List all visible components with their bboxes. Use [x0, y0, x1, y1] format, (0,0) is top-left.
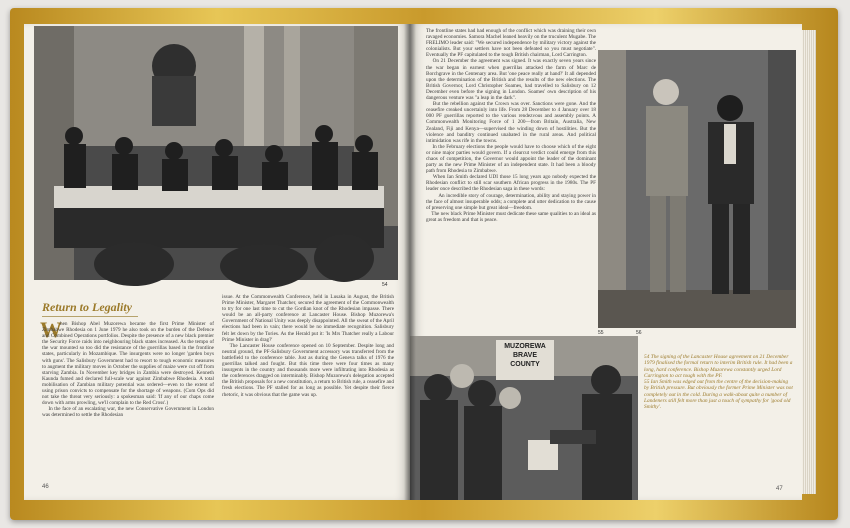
placard — [496, 342, 554, 369]
book-spine — [404, 24, 416, 500]
left-page — [24, 24, 410, 500]
body-text-main: The frontline states had had enough of the conflict which was draining their own ravaged economies. Samora Machel leaned heavily on the truculent Mugabe. The FRELIMO leader said: "We secured independence by military victory against the colonialists. But your settlers have not been defeated so you must negotiate". Eventually the PF capitulated to the tough British chairman, Lord Carrington. On 21 December the agreement was signed. It was exactly seven years since the war began in earnest when guerrillas attacked the farm of Marc de Borchgrave in the Centenary area. But 'one peace really at hand?' It all depended upon the determination of the British and the results of the new elections. The British Governor, Lord Christopher Soames, had travelled to Salisbury on 12 December even before the signing in London. Soames' own description of his dangerous venture was "a leap in the dark". But the rebellion against the Crown was over. Sanctions were gone. And the ceasefire creaked uncertainly into life. From 28 December to 4 January over 18 000 PF guerrillas reported to the various rendezvous and assembly points. A Commonwealth Monitoring Force of 1 200—from Britain, Australia, New Zealand, Fiji and Kenya—supervised the winding down of hostilities. But the violence and banditry continued unabated in the rural areas. And political intimidation was rife in the towns. In the February elections the people would have to choose which of the eight or nine major parties would govern. If a clearcut verdict could emerge from this chaos of competition, the Governor would appoint the leader of the dominant party as the new Prime Minister of an independent state. It had been a bloody path from Rhodesia to Zimbabwe. When Ian Smith declared UDI those 15 long years ago nobody expected the Rhodesian conflict to still scar southern African progress in the 1980s. The PF leader once described the Rhodesian saga in these words: An incredible story of courage, determination, ability and staying power in the face of almost insuperable odds; a complete and utter dedication to the cause of preserving one simple but great ideal—freedom. The new black Prime Minister must dedicate these same qualities to an ideal as great as freedom and that is peace. — [426, 28, 597, 223]
drop-cap: W — [40, 317, 62, 342]
page-edges — [802, 30, 816, 494]
right-page — [410, 24, 802, 500]
portrait-photo-illustration — [598, 50, 796, 328]
photo-number: 54 — [382, 282, 388, 288]
section-heading: Return to Legality — [42, 300, 132, 314]
placard-line: COUNTY — [510, 361, 540, 368]
placard-line: MUZOREWA — [504, 343, 546, 350]
body-text-column-2: issue. At the Commonwealth Conference, held in Lusaka in August, the British Prime Minister, Margaret Thatcher, secured the agreement of the Commonwealth to try for one last time to cut the Gordian knot of the Rhodesian impasse. There would be an all-party conference at Lancaster House. Bishop Muzorewa's Government of National Unity was deeply disappointed. All the sweat of the April elections had been in vain; there would be no immediate recognition. Salisbury felt let down by the Tories. As the Herald put it: 'Is Mrs Thatcher really a Labour Prime Minister in drag?' The Lancaster House conference opened on 10 September. Despite long and neutral ground, the PF-Salisbury Government accessory was transferred from the battlefield to the conference table. Just as during the Geneva talks of 1976 the guerrillas talked and fought. But this time there were four times as many insurgents in the country and thousands more were infiltrating into Rhodesia as the conferences dragged on interminably. Bishop Muzorewa's delegation accepted the British proposals for a new constitution, a return to British rule, a ceasefire and fresh elections. The PF stalled for as long as possible. Yet despite their fierce rhetoric, it was obvious that the game was up. — [222, 294, 395, 398]
walkabout-crowd-photo — [410, 336, 638, 500]
photo-number-a: 55 — [598, 330, 604, 336]
smith-muzorewa-photo — [598, 50, 796, 328]
body-text-column-1: hen Bishop Abel Muzorewa became the first Prime Minister of Zimbabwe Rhodesia on 1 June 1979 he also took on the burden of the Defence and Combined Operations portfolios. Despite the presence of a new black premier the Security Force raids into neighbouring black states increased. As the tempo of the war mounted so too did the resistance of the guerrillas based in the frontline states, particularly in Mozambique. The insurgents were no longer 'garden boys with guns'. The Salisbury Government had to resort to tough economic measures to augment the military moves in October the supplies of maize were cut off from starving Zambia. In November key bridges in Zambia were destroyed. Kenneth Kaunda fumed and declared full-scale war against Zimbabwe Rhodesia. A total mobilisation of Zambian military potential was ordered—even to the extent of using prison convicts to compensate for the shortage of weapons. (Com Ops did not take the threat very seriously: a spokesman said: 'If any of our chaps come down with arms prowling, we'll complain to the Red Cross'.) In the face of an escalating war, the new Conservative Government in London was determined to settle the Rhodesian — [42, 321, 214, 419]
page-number-right: 47 — [776, 486, 783, 492]
conference-photo-illustration — [34, 26, 398, 280]
placard-line: BRAVE — [513, 352, 537, 359]
lancaster-house-signing-photo — [34, 26, 398, 280]
photo-captions: 54 The signing of the Lancaster House agreement on 21 December 1979 finalised the formal return to interim British rule. It had been a long, hard conference. Bishop Muzorewa constantly urged Lord Carrington to act tough with the PF. 55 Ian Smith was edged out from the centre of the decision-making by British pressure. But obviously the former Prime Minister was not completely out in the cold. During a walk-about quite a number of Landeners still felt more than just a touch of sympathy for 'good old Smithy'. — [644, 354, 793, 411]
page-number-left: 46 — [42, 484, 49, 490]
photo-number-b: 56 — [636, 330, 642, 336]
